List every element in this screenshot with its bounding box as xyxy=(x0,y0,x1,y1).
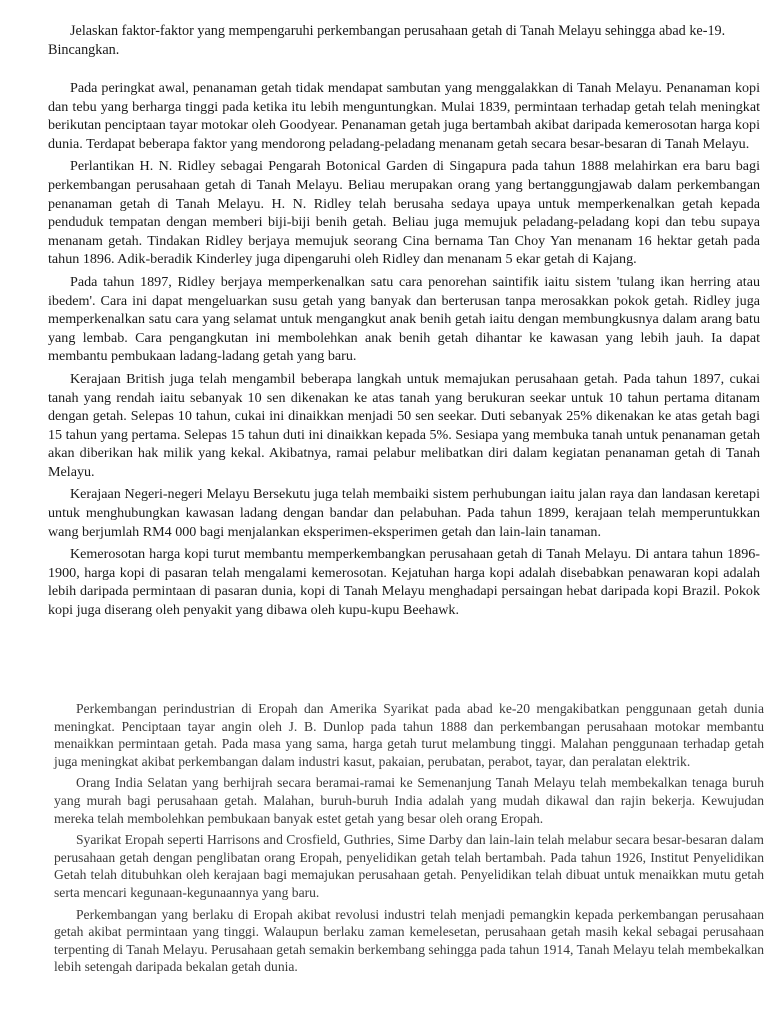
answer-part-one xyxy=(48,79,760,620)
paragraph: Pada tahun 1897, Ridley berjaya memperkenalkan satu cara penorehan saintifik iaitu sistem 'tulang ikan herring atau ibedem'. Cara ini dapat mengeluarkan susu getah yang banyak dan berterusan tanpa merosakkan pokok getah. Ridley juga memperkenalkan satu cara yang selamat untuk mengangkut anak benih getah iaitu dengan membungkusnya dalam arang batu yang lembab. Cara pengangkutan ini membolehkan anak benih getah dihantar ke kawasan yang lebih jauh. Ia dapat membantu pembukaan ladang-ladang getah yang baru. xyxy=(48,273,760,365)
paragraph: Perkembangan yang berlaku di Eropah akibat revolusi industri telah menjadi pemangkin kepada perkembangan perusahaan getah akibat permintaan yang tinggi. Walaupun berlaku zaman kemelesetan, perusahaan getah masih kekal sebagai perusahaan terpenting di Tanah Melayu. Perusahaan getah semakin berkembang sehingga pada tahun 1914, Tanah Melayu telah membekalkan lebih setengah daripada bekalan getah dunia. xyxy=(54,906,764,975)
paragraph: Syarikat Eropah seperti Harrisons and Crosfield, Guthries, Sime Darby dan lain-lain telah melabur secara besar-besaran dalam perusahaan getah dengan penglibatan orang Eropah, penyelidikan getah telah bertambah. Pada tahun 1926, Institut Penyelidikan Getah telah ditubuhkan oleh kerajaan bagi memajukan perusahaan getah. Penyelidikan telah dibuat untuk menaikkan mutu getah serta mencari kegunaan-kegunaannya yang baru. xyxy=(54,832,764,900)
answer-part-two xyxy=(54,700,764,976)
paragraph: Kerajaan British juga telah mengambil beberapa langkah untuk memajukan perusahaan getah. Pada tahun 1897, cukai tanah yang rendah iaitu sebanyak 10 sen dikenakan ke atas tanah yang berukuran seekar untuk 10 tahun pertama ditanam dengan getah. Selepas 10 tahun, cukai ini dinaikkan menjadi 50 sen seekar. Duti sebanyak 25% dikenakan ke atas getah bagi 15 tahun yang pertama. Selepas 15 tahun duti ini dinaikkan kepada 5%. Sesiapa yang membuka tanah untuk penanaman getah akan diberikan hak milik yang kekal. Akibatnya, ramai pelabur melibatkan diri dalam kegiatan penanaman getah di Tanah Melayu. xyxy=(48,370,760,480)
paragraph: Orang India Selatan yang berhijrah secara beramai-ramai ke Semenanjung Tanah Melayu telah membekalkan tenaga buruh yang murah bagi perusahaan getah. Malahan, buruh-buruh India adalah yang mudah dikawal dan rajin bekerja. Kewujudan mereka telah membolehkan pembukaan banyak estet getah yang besar oleh orang Eropah. xyxy=(54,775,764,826)
paragraph: Perkembangan perindustrian di Eropah dan Amerika Syarikat pada abad ke-20 mengakibatkan penggunaan getah dunia meningkat. Penciptaan tayar angin oleh J. B. Dunlop pada tahun 1888 dan perkembangan perusahaan motokar membantu menaikkan permintaan getah. Pada masa yang sama, harga getah turut melambung tinggi. Malahan penggunaan terhadap getah juga meningkat akibat perkembangan dalam industri kasut, pakaian, perubatan, perabot, tayar, dan peralatan elektrik. xyxy=(54,701,764,769)
paragraph: Kemerosotan harga kopi turut membantu memperkembangkan perusahaan getah di Tanah Melayu. Di antara tahun 1896-1900, harga kopi di pasaran telah mengalami kemerosotan. Kejatuhan harga kopi adalah disebabkan penawaran kopi adalah lebih daripada permintaan di pasaran dunia, kopi di Tanah Melayu menghadapi persaingan hebat daripada kopi Brazil. Pokok kopi juga diserang oleh penyakit yang dibawa oleh kupu-kupu Beehawk. xyxy=(48,546,760,619)
paragraph: Kerajaan Negeri-negeri Melayu Bersekutu juga telah membaiki sistem perhubungan iaitu jalan raya dan landasan keretapi untuk menghubungkan kawasan ladang dengan bandar dan pelabuhan. Pada tahun 1899, kerajaan telah memperuntukkan wang berjumlah RM4 000 bagi menjalankan eksperimen-eksperimen getah dan lain-lain tanaman. xyxy=(48,486,760,540)
paragraph: Pada peringkat awal, penanaman getah tidak mendapat sambutan yang menggalakkan di Tanah Melayu. Penanaman kopi dan tebu yang berharga tinggi pada ketika itu lebih menguntungkan. Mulai 1839, permintaan terhadap getah telah meningkat berikutan penciptaan tayar motokar oleh Goodyear. Penanaman getah juga bertambah akibat daripada kemerosotan harga kopi dunia. Terdapat beberapa faktor yang mendorong peladang-peladang menanam getah secara besar-besaran di Tanah Melayu. xyxy=(48,80,760,152)
paragraph: Perlantikan H. N. Ridley sebagai Pengarah Botonical Garden di Singapura pada tahun 1888 melahirkan era baru bagi perkembangan perusahaan getah di Tanah Melayu. Beliau merupakan orang yang bertanggungjawab dalam perkembangan penanaman getah di Tanah Melayu. H. N. Ridley telah berusaha sedaya upaya untuk memperkenalkan getah kepada penduduk tempatan dengan memberi biji-biji benih getah. Beliau juga memujuk peladang-peladang kopi dan tebu supaya menanam getah. Tindakan Ridley berjaya memujuk seorang Cina bernama Tan Choy Yan menanam 16 hektar getah pada tahun 1896. Adik-beradik Kinderley juga dipengaruhi oleh Ridley dan menanam 5 ekar getah di Kajang. xyxy=(48,158,760,268)
essay-question: Jelaskan faktor-faktor yang mempengaruhi perkembangan perusahaan getah di Tanah Melayu sehingga abad ke-19. Bincangkan. xyxy=(48,23,726,58)
